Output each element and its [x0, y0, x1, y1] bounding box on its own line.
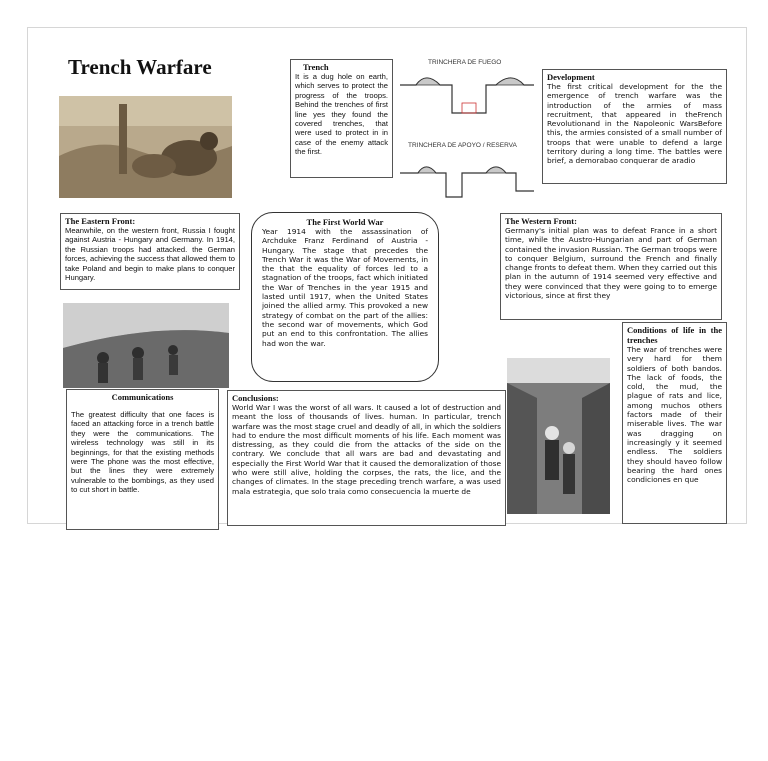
eastern-front-text: Meanwhile, on the western front, Russia I fought against Austria - Hungary and Germany. In 1914, the Russian troops had attacked. the German forces, achieving the success that allowed them to take Poland and begin to make plans to conquer Hungary.: [65, 226, 235, 283]
western-front-heading: The Western Front:: [505, 216, 577, 226]
trench-text: It is a dug hole on earth, which serves to protect the progress of the troops. Behind the trenches of first line yes they found the covered trenches, that were used to protect in in case of the enemy attack the first.: [295, 72, 388, 157]
conditions-heading: Conditions of life in the trenches: [627, 325, 722, 345]
trench-soldiers-photo: [63, 303, 229, 388]
western-front-text: Germany's initial plan was to defeat France in a short time, while the Austro-Hungarian and part of German contained the invasion Russian. The German troops were to conquer Belgium, surround the French and finally change fronts to defeat them. When they carried out this plan in the autumn of 1914 seemed very effective and they were convinced that they were going to to emerge victorious, since at first they: [505, 226, 717, 301]
diagram-label-top: TRINCHERA DE FUEGO: [428, 59, 502, 66]
communications-box: [66, 389, 219, 530]
conclusions-heading: Conclusions:: [232, 393, 279, 403]
conditions-text: The war of trenches were very hard for them soldiers of both bandos. The lack of foods, the cold, the mud, the plague of rats and lice, among muchos others factors made of their miserable lives. The war was dragging on increasingly y it seemed endless. The soldiers they should haveo follow bearing the hard ones condiciones en que: [627, 345, 722, 485]
first-world-war-box: [251, 212, 439, 382]
development-box: [542, 69, 727, 184]
conclusions-text: World War I was the worst of all wars. It caused a lot of destruction and meant the loss of thousands of lives. human. In particular, trench warfare was the most stage cruel and deadly of all, in which the soldiers had to endure the most difficult moments of his life. Each moment was distressing, as they could die from the attacks of the side on the contrary. We conclude that all wars are bad and devastating and especially the First World War that it caused the demoralization of those who were still alive, holding the corpses, the rats, the lice, and the changes of climates. In the stage preceding trench warfare, a was used mala estrategia, que solo traia como consecuencia la muerte de: [232, 403, 501, 496]
eastern-front-box: [60, 213, 240, 290]
development-heading: Development: [547, 72, 595, 82]
conclusions-box: [227, 390, 506, 526]
western-front-box: [500, 213, 722, 320]
trench-box: [290, 59, 393, 178]
first-world-war-heading: The First World War: [306, 217, 384, 227]
trench-heading: Trench: [303, 62, 329, 72]
soldiers-resting-photo: [59, 96, 232, 198]
conditions-box: [622, 322, 727, 524]
trench-diagram: [396, 55, 536, 215]
development-text: The first critical development for the the emergence of trench warfare was the introduction of the armies of mass recruitment, that appeared in theFrench Revolutionand in the Napoleonic WarsBefore this, the armies consisted of a small number of troops that were unable to defend a large territory during a long time. The battles were brief, a demorabao conquerar de aradio: [547, 82, 722, 166]
eastern-front-heading: The Eastern Front:: [65, 216, 136, 226]
poster-title: Trench Warfare: [68, 55, 212, 79]
communications-heading: Communications: [111, 392, 174, 402]
first-world-war-text: Year 1914 with the assassination of Archduke Franz Ferdinand of Austria - Hungary. The stage that precedes the Trench War it was the War of Movements, in the that the equality of forces led to a stagnation of the troops, fact which initiated the War of Trenches in the year 1915 and lasted until 1917, when the United States joined the allied army. This provoked a new strategy of combat on the part of the allies: the second war of movements, which God put an end to this confrontation. The allies had won the war.: [262, 227, 428, 348]
diagram-label-bottom: TRINCHERA DE APOYO / RESERVA: [408, 142, 517, 149]
communications-text: The greatest difficulty that one faces is faced an attacking force in a trench battle they were the communications. The wireless technology was still in its beginnings, for that the existing methods were The phone was the most effective, but the lines they were extremely vulnerable to the bombings, as they used to cut short in battle.: [71, 410, 214, 495]
trench-corridor-photo: [507, 358, 610, 514]
